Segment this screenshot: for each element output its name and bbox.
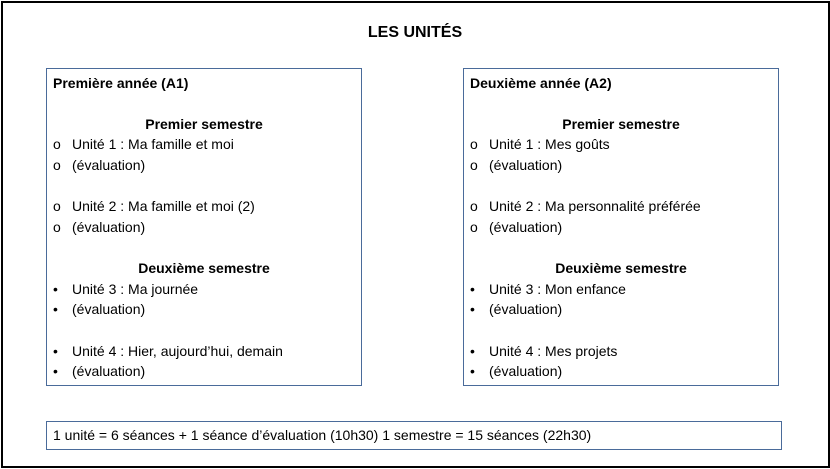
bullet-dot-icon: • (470, 281, 475, 297)
bullet-circle-icon: o (470, 198, 478, 214)
year-box-a1 (46, 68, 362, 386)
list-item: • Unité 3 : Ma journée (53, 281, 199, 297)
list-item: o (évaluation) (53, 157, 146, 173)
bullet-dot-icon: • (470, 343, 475, 359)
bullet-circle-icon: o (53, 136, 61, 152)
bullet-dot-icon: • (53, 281, 58, 297)
semester-title: Premier semestre (145, 116, 263, 132)
list-item: • Unité 4 : Mes projets (470, 343, 618, 359)
list-item: • (évaluation) (470, 363, 563, 379)
list-item: o (évaluation) (53, 219, 146, 235)
list-item: • (évaluation) (470, 301, 563, 317)
bullet-circle-icon: o (53, 157, 61, 173)
semester-title: Deuxième semestre (555, 260, 687, 276)
list-item: o Unité 2 : Ma famille et moi (2) (53, 198, 255, 214)
year-title: Deuxième année (A2) (470, 75, 612, 91)
bullet-circle-icon: o (470, 136, 478, 152)
bullet-circle-icon: o (470, 219, 478, 235)
bullet-dot-icon: • (470, 363, 475, 379)
list-item: • Unité 4 : Hier, aujourd’hui, demain (53, 343, 283, 359)
bullet-dot-icon: • (470, 301, 475, 317)
semester-title: Deuxième semestre (138, 260, 270, 276)
list-item: o (évaluation) (470, 157, 563, 173)
list-item: o Unité 1 : Ma famille et moi (53, 136, 234, 152)
bullet-dot-icon: • (53, 363, 58, 379)
bullet-circle-icon: o (53, 198, 61, 214)
bullet-dot-icon: • (53, 301, 58, 317)
list-item: o Unité 2 : Ma personnalité préférée (470, 198, 701, 214)
list-item: • (évaluation) (53, 301, 146, 317)
list-item: • (évaluation) (53, 363, 146, 379)
year-title: Première année (A1) (53, 75, 189, 91)
year-box-a2 (463, 68, 779, 386)
bullet-circle-icon: o (53, 219, 61, 235)
page-title: LES UNITÉS (367, 24, 463, 41)
list-item: • Unité 3 : Mon enfance (470, 281, 626, 297)
summary-note: 1 unité = 6 séances + 1 séance d’évaluation (10h30) 1 semestre = 15 séances (22h30) (46, 421, 782, 450)
list-item: o (évaluation) (470, 219, 563, 235)
bullet-dot-icon: • (53, 343, 58, 359)
list-item: o Unité 1 : Mes goûts (470, 136, 610, 152)
bullet-circle-icon: o (470, 157, 478, 173)
semester-title: Premier semestre (562, 116, 680, 132)
